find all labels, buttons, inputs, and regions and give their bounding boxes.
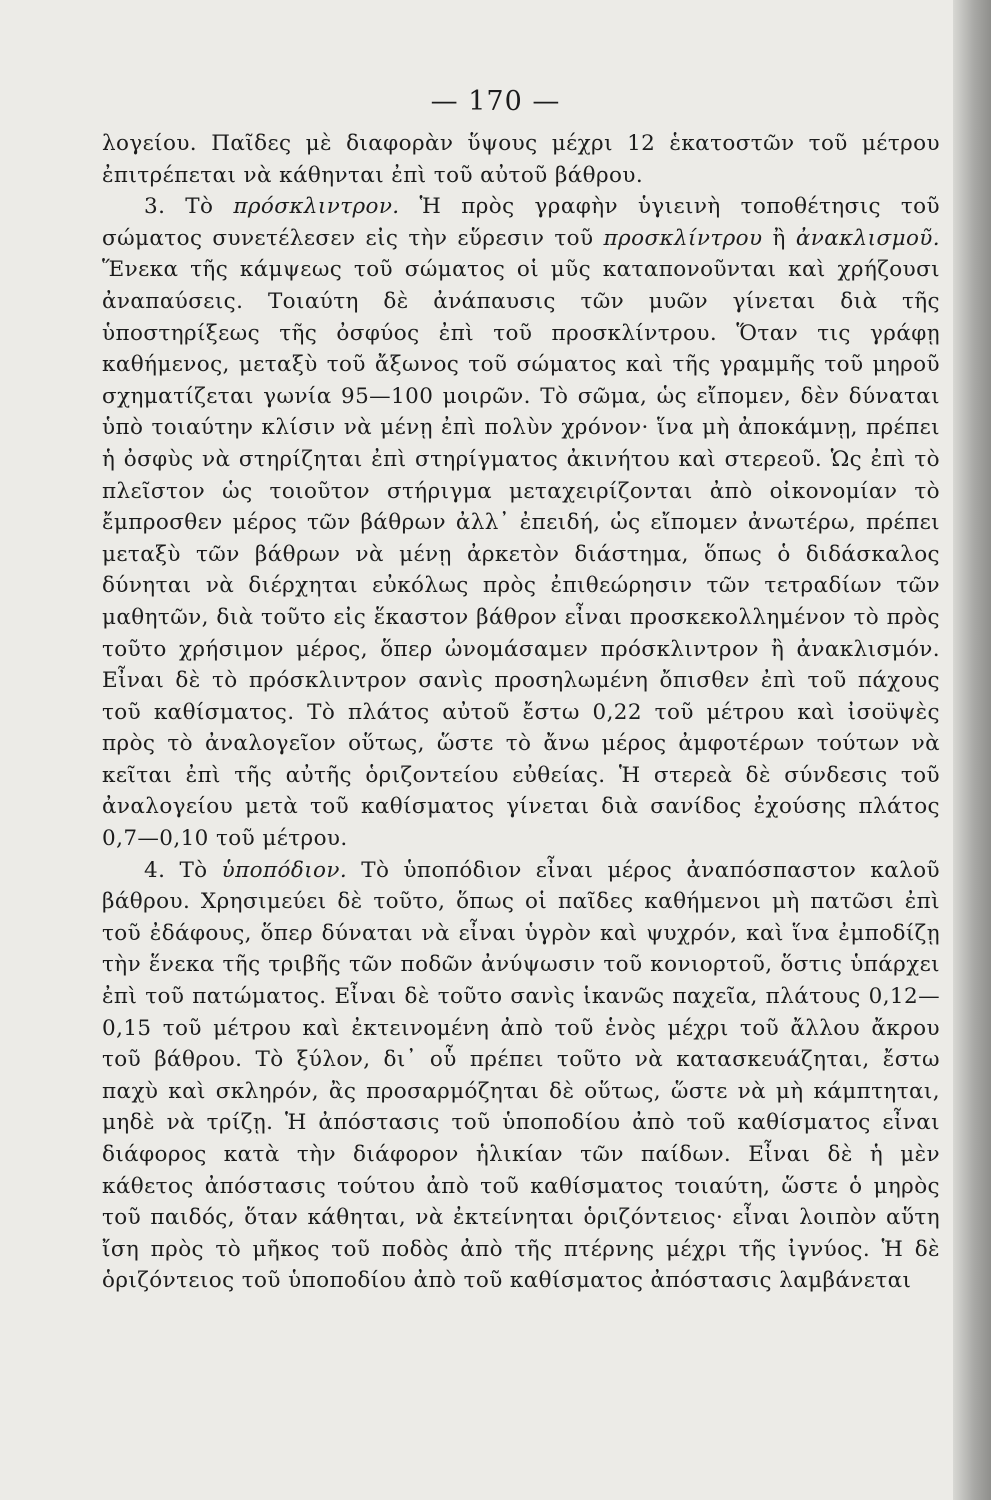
- page-edge-shadow: [953, 0, 991, 1500]
- section-number: 3. Τὸ: [144, 194, 234, 220]
- paragraph: [102, 855, 940, 1297]
- page-number: — 170 —: [430, 86, 561, 117]
- section-heading: ὑποπόδιον.: [221, 857, 348, 883]
- section-number: 4. Τὸ: [144, 857, 222, 883]
- paragraph-text: Ἡ πρὸς γραφὴν ὑγιεινὴ τοποθέτησις τοῦ σώματος συνετέλεσεν εἰς τὴν εὕρεσιν τοῦ: [102, 194, 940, 251]
- paragraph-text: ἢ: [762, 225, 796, 251]
- body-text: [102, 128, 940, 1297]
- paragraph: [102, 191, 940, 854]
- paragraph-text: Τὸ ὑποπόδιον εἶναι μέρος ἀναπόσπαστον καλοῦ βάθρου. Χρησιμεύει δὲ τοῦτο, ὅπως οἱ παῖδες καθήμενοι μὴ πατῶσι ἐπὶ τοῦ ἐδάφους, ὅπερ δύναται νὰ εἶναι ὑγρὸν καὶ ψυχρόν, καὶ ἵνα ἐμποδίζῃ τὴν ἕνεκα τῆς τριβῆς τῶν ποδῶν ἀνύψωσιν τοῦ κονιορτοῦ, ὅστις ὑπάρχει ἐπὶ τοῦ πατώματος. Εἶναι δὲ τοῦτο σανὶς ἱκανῶς παχεῖα, πλάτους 0,12—0,15 τοῦ μέτρου καὶ ἐκτεινομένη ἀπὸ τοῦ ἑνὸς μέχρι τοῦ ἄλλου ἄκρου τοῦ βάθρου. Τὸ ξύλον, δι᾽ οὗ πρέπει τοῦτο νὰ κατασκευάζηται, ἔστω παχὺ καὶ σκληρόν, ἂς προσαρμόζηται δὲ οὕτως, ὥστε νὰ μὴ κάμπτηται, μηδὲ νὰ τρίζῃ. Ἡ ἀπόστασις τοῦ ὑποποδίου ἀπὸ τοῦ καθίσματος εἶναι διάφορος κατὰ τὴν διάφορον ἡλικίαν τῶν παίδων. Εἶναι δὲ ἡ μὲν κάθετος ἀπόστασις τούτου ἀπὸ τοῦ καθίσματος τοιαύτη, ὥστε ὁ μηρὸς τοῦ παιδός, ὅταν κάθηται, νὰ ἐκτείνηται ὁριζόντειος· εἶναι λοιπὸν αὕτη ἴση πρὸς τὸ μῆκος τοῦ ποδὸς ἀπὸ τῆς πτέρνης μέχρι τῆς ἰγνύος. Ἡ δὲ ὁριζόντειος τοῦ ὑποποδίου ἀπὸ τοῦ καθίσματος ἀπόστασις λαμβάνεται: [102, 857, 940, 1294]
- paragraph-text: Ἕνεκα τῆς κάμψεως τοῦ σώματος οἱ μῦς καταπονοῦνται καὶ χρήζουσι ἀναπαύσεις. Τοιαύτη δὲ ἀνάπαυσις τῶν μυῶν γίνεται διὰ τῆς ὑποστηρίξεως τῆς ὀσφύος ἐπὶ τοῦ προσκλίντρου. Ὅταν τις γράφῃ καθήμενος, μεταξὺ τοῦ ἄξωνος τοῦ σώματος καὶ τῆς γραμμῆς τοῦ μηροῦ σχηματίζεται γωνία 95—100 μοιρῶν. Τὸ σῶμα, ὡς εἴπομεν, δὲν δύναται ὑπὸ τοιαύτην κλίσιν νὰ μένῃ ἐπὶ πολὺν χρόνον· ἵνα μὴ ἀποκάμνῃ, πρέπει ἡ ὀσφὺς νὰ στηρίζηται ἐπὶ στηρίγματος ἀκινήτου καὶ στερεοῦ. Ὡς ἐπὶ τὸ πλεῖστον ὡς τοιοῦτον στήριγμα μεταχειρίζονται ἀπὸ οἰκονομίαν τὸ ἔμπροσθεν μέρος τῶν βάθρων ἀλλ᾽ ἐπειδή, ὡς εἴπομεν ἀνωτέρω, πρέπει μεταξὺ τῶν βάθρων νὰ μένῃ ἀρκετὸν διάστημα, ὅπως ὁ διδάσκαλος δύνηται νὰ διέρχηται εὐκόλως πρὸς ἐπιθεώρησιν τῶν τετραδίων τῶν μαθητῶν, διὰ τοῦτο εἰς ἕκαστον βάθρον εἶναι προσκεκολλημένον τὸ πρὸς τοῦτο χρήσιμον μέρος, ὅπερ ὠνομάσαμεν πρόσκλιντρον ἢ ἀνακλισμόν. Εἶναι δὲ τὸ πρόσκλιντρον σανὶς προσηλωμένη ὄπισθεν ἐπὶ τοῦ πάχους τοῦ καθίσματος. Τὸ πλάτος αὐτοῦ ἔστω 0,22 τοῦ μέτρου καὶ ἰσοϋψὲς πρὸς τὸ ἀναλογεῖον οὕτως, ὥστε τὸ ἄνω μέρος ἀμφοτέρων τούτων νὰ κεῖται ἐπὶ τῆς αὐτῆς ὁριζοντείου εὐθείας. Ἡ στερεὰ δὲ σύνδεσις τοῦ ἀναλογείου μετὰ τοῦ καθίσματος γίνεται διὰ σανίδος ἐχούσης πλάτος 0,7—0,10 τοῦ μέτρου.: [102, 257, 940, 852]
- section-heading: πρόσκλιντρον.: [233, 194, 400, 220]
- emphasized-term: ἀνακλισμοῦ.: [795, 225, 941, 251]
- paragraph-text: λογείου. Παῖδες μὲ διαφορὰν ὕψους μέχρι 12 ἑκατοστῶν τοῦ μέτρου ἐπιτρέπεται νὰ κάθηνται ἐπὶ τοῦ αὐτοῦ βάθρου.: [102, 131, 940, 188]
- emphasized-term: προσκλίντρου: [603, 225, 763, 251]
- paragraph: [102, 128, 940, 191]
